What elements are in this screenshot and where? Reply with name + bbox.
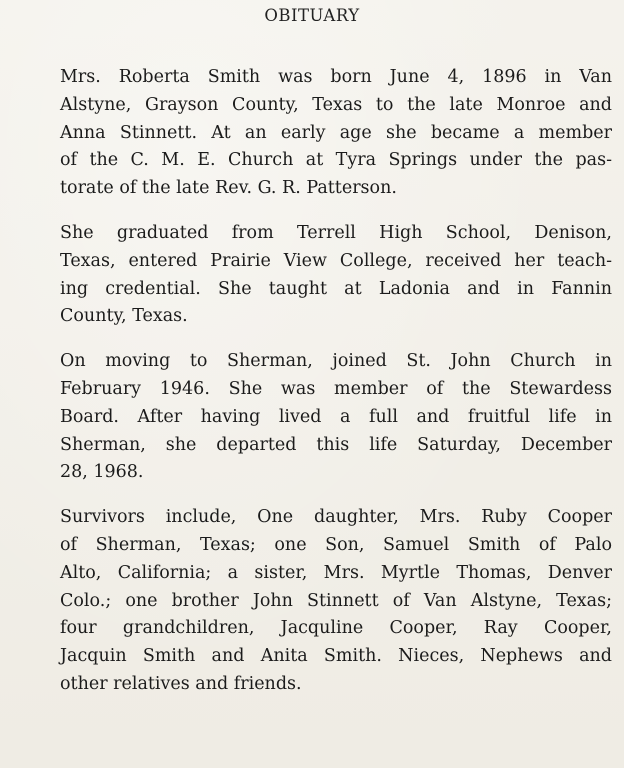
text-line: February 1946. She was member of the Stewardess (60, 378, 612, 399)
text-line: four grandchildren, Jacquline Cooper, Ray Cooper, (60, 618, 612, 639)
paragraph-church-and-death (12, 348, 612, 487)
obituary-title: OBITUARY (264, 6, 360, 25)
text-line: Alto, California; a sister, Mrs. Myrtle Thomas, Denver (60, 562, 612, 583)
text-line: Mrs. Roberta Smith was born June 4, 1896 in Van (60, 67, 612, 87)
text-line: She graduated from Terrell High School, Denison, (60, 222, 612, 243)
text-line: of Sherman, Texas; one Son, Samuel Smith of Palo (60, 534, 612, 555)
text-line: Colo.; one brother John Stinnett of Van Alstyne, Texas; (60, 590, 612, 611)
text-line: of the C. M. E. Church at Tyra Springs under the pas- (60, 150, 612, 171)
text-line: ing credential. She taught at Ladonia and in Fannin (60, 278, 612, 299)
paragraph-birth (12, 64, 612, 203)
obituary-body (12, 64, 612, 699)
text-line: other relatives and friends. (60, 673, 302, 694)
text-line: Alstyne, Grayson County, Texas to the late Monroe and (60, 94, 612, 115)
text-line: Survivors include, One daughter, Mrs. Ruby Cooper (60, 507, 612, 528)
paragraph-education (12, 220, 612, 331)
text-line: Jacquin Smith and Anita Smith. Nieces, Nephews and (60, 646, 612, 667)
text-line: County, Texas. (60, 306, 188, 327)
paragraph-survivors (12, 504, 612, 699)
text-line: Anna Stinnett. At an early age she became a member (60, 122, 612, 143)
text-line: On moving to Sherman, joined St. John Church in (60, 351, 612, 372)
text-line: torate of the late Rev. G. R. Patterson. (60, 178, 397, 199)
text-line: 28, 1968. (60, 462, 144, 483)
text-line: Texas, entered Prairie View College, received her teach- (60, 250, 612, 271)
text-line: Board. After having lived a full and fruitful life in (60, 406, 612, 427)
text-line: Sherman, she departed this life Saturday, December (60, 434, 612, 455)
